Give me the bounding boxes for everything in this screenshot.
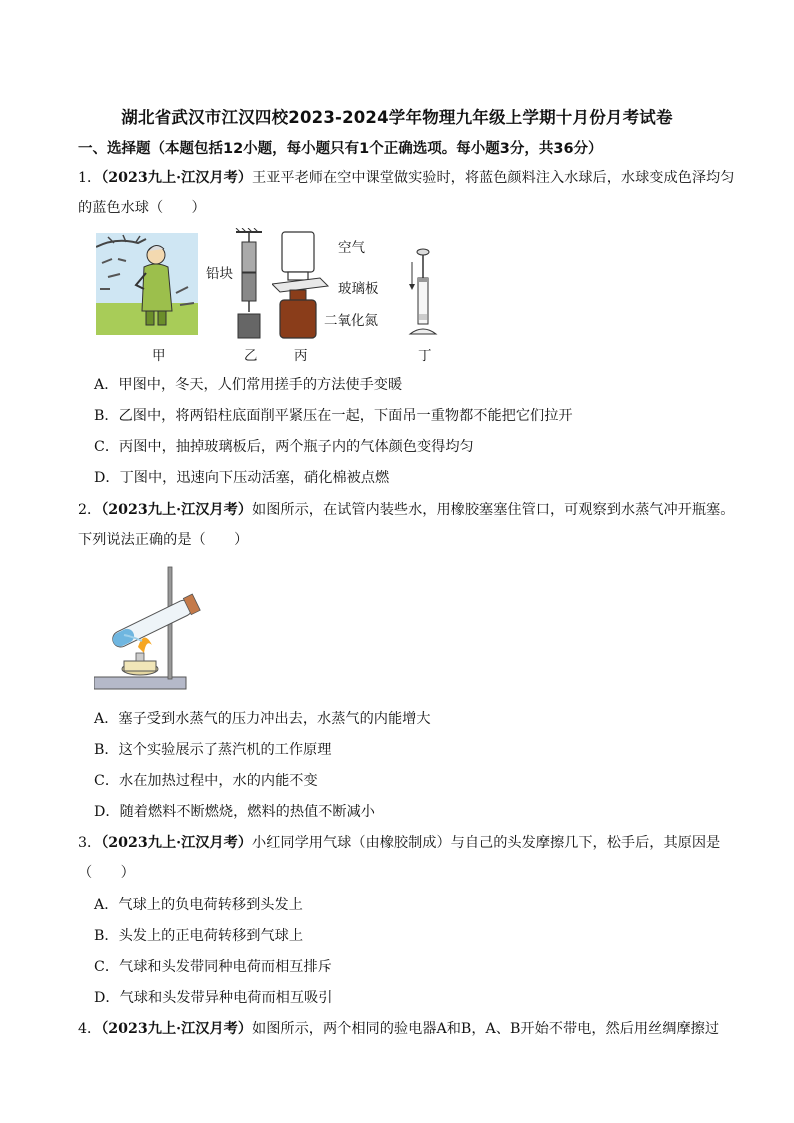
q1-option-a: A．甲图中，冬天，人们常用搓手的方法使手变暖 — [94, 377, 403, 393]
figure-label-kongqi: 空气 — [338, 240, 365, 256]
figure-label-eryanghuadan: 二氧化氮 — [324, 313, 378, 329]
q1-number: 1． — [78, 170, 102, 186]
q1-option-b: B．乙图中，将两铅柱底面削平紧压在一起，下面吊一重物都不能把它们拉开 — [94, 408, 573, 424]
q3-option-c: C．气球和头发带同种电荷而相互排斥 — [94, 959, 332, 975]
q3-option-b: B．头发上的正电荷转移到气球上 — [94, 928, 304, 944]
q1-source: （2023九上·江汉月考） — [101, 170, 253, 186]
q2-option-d: D．随着燃料不断燃烧，燃料的热值不断减小 — [94, 804, 375, 820]
q2-option-b: B．这个实验展示了蒸汽机的工作原理 — [94, 742, 332, 758]
q2-line-1 — [78, 499, 734, 519]
q3-number: 3． — [78, 835, 102, 851]
q4-source: （2023九上·江汉月考） — [101, 1021, 253, 1037]
q3-line-1 — [78, 832, 720, 852]
q1-line-1 — [78, 167, 734, 187]
q2-option-a: A．塞子受到水蒸气的压力冲出去，水蒸气的内能增大 — [94, 711, 431, 727]
figure-yi-lead-cylinders — [232, 228, 266, 340]
q2-line-2: 下列说法正确的是（ ） — [78, 532, 249, 548]
figure-jia-rubbing-hands — [96, 233, 198, 335]
q1-option-d: D．丁图中，迅速向下压动活塞，硝化棉被点燃 — [94, 470, 390, 486]
section-heading: 一、选择题（本题包括12小题，每小题只有1个正确选项。每小题3分，共36分） — [78, 141, 603, 157]
q1-option-c: C．丙图中，抽掉玻璃板后，两个瓶子内的气体颜色变得均匀 — [94, 439, 474, 455]
figure-label-ding: 丁 — [418, 348, 432, 364]
q2-source: （2023九上·江汉月考） — [101, 502, 253, 518]
figure-bing-gas-bottles — [272, 228, 332, 340]
q3-option-d: D．气球和头发带异种电荷而相互吸引 — [94, 990, 333, 1006]
q4-number: 4． — [78, 1021, 102, 1037]
q2-text-1: 如图所示，在试管内装些水，用橡胶塞塞住管口，可观察到水蒸气冲开瓶塞。 — [252, 502, 735, 518]
exam-title: 湖北省武汉市江汉四校2023-2024学年物理九年级上学期十月份月考试卷 — [121, 108, 673, 127]
q4-line-1 — [78, 1018, 719, 1038]
q3-line-2: （ ） — [78, 865, 135, 881]
figure-label-boliban: 玻璃板 — [338, 281, 379, 297]
q2-number: 2． — [78, 502, 102, 518]
q3-source: （2023九上·江汉月考） — [101, 835, 253, 851]
q3-text-1: 小红同学用气球（由橡胶制成）与自己的头发摩擦几下，松手后，其原因是 — [252, 835, 721, 851]
figure-label-yi: 乙 — [244, 348, 258, 364]
q4-text-1: 如图所示，两个相同的验电器A和B，A、B开始不带电，然后用丝绸摩擦过 — [252, 1021, 720, 1037]
figure-label-jia: 甲 — [152, 348, 166, 364]
figure-test-tube-heating — [94, 565, 206, 691]
figure-label-bing: 丙 — [294, 348, 308, 364]
q2-option-c: C．水在加热过程中，水的内能不变 — [94, 773, 318, 789]
q3-option-a: A．气球上的负电荷转移到头发上 — [94, 897, 303, 913]
q1-text-1: 王亚平老师在空中课堂做实验时，将蓝色颜料注入水球后，水球变成色泽均匀 — [252, 170, 735, 186]
figure-ding-compression-syringe — [406, 248, 440, 338]
figure-label-qiankuai: 铅块 — [206, 266, 233, 282]
q1-line-2: 的蓝色水球（ ） — [78, 200, 206, 216]
